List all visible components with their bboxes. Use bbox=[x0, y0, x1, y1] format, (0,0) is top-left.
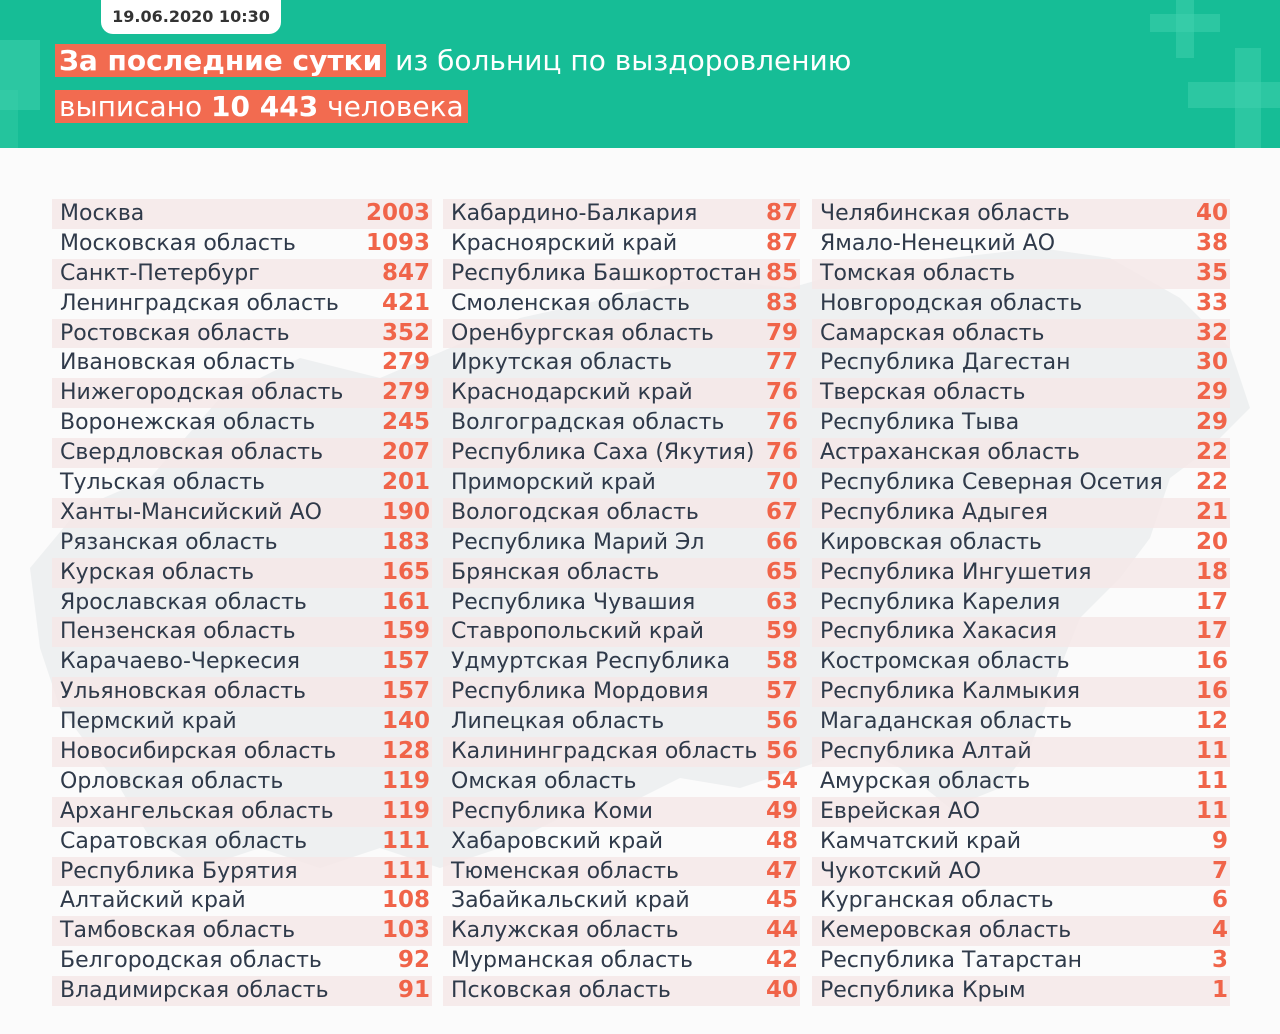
region-name: Алтайский край bbox=[60, 888, 246, 914]
region-value: 76 bbox=[765, 379, 798, 406]
region-name: Псковская область bbox=[451, 978, 671, 1004]
region-value: 32 bbox=[1195, 319, 1228, 346]
region-name: Воронежская область bbox=[60, 410, 316, 436]
headline-rest: из больниц по выздоровлению bbox=[386, 44, 852, 77]
region-name: Калужская область bbox=[451, 918, 679, 944]
region-row bbox=[812, 498, 1230, 528]
region-name: Тюменская область bbox=[451, 858, 680, 884]
region-name: Саратовская область bbox=[60, 828, 308, 854]
region-row bbox=[812, 916, 1230, 946]
region-name: Владимирская область bbox=[60, 978, 329, 1004]
region-row bbox=[443, 946, 800, 976]
region-row bbox=[52, 438, 432, 468]
region-row bbox=[443, 976, 800, 1006]
region-name: Смоленская область bbox=[451, 290, 690, 316]
region-value: 83 bbox=[765, 289, 798, 316]
region-name: Республика Бурятия bbox=[60, 858, 298, 884]
region-row bbox=[443, 319, 800, 349]
region-name: Санкт-Петербург bbox=[60, 260, 260, 286]
region-value: 140 bbox=[381, 708, 430, 735]
region-value: 58 bbox=[765, 648, 798, 675]
region-value: 40 bbox=[765, 977, 798, 1004]
region-value: 66 bbox=[765, 528, 798, 555]
region-name: Брянская область bbox=[451, 559, 660, 585]
region-row bbox=[52, 408, 432, 438]
region-row bbox=[52, 319, 432, 349]
region-name: Республика Чувашия bbox=[451, 589, 696, 615]
region-row bbox=[443, 259, 800, 289]
region-row bbox=[443, 647, 800, 677]
region-value: 22 bbox=[1195, 439, 1228, 466]
region-value: 21 bbox=[1195, 498, 1228, 525]
region-name: Чукотский АО bbox=[820, 858, 982, 884]
region-value: 16 bbox=[1195, 678, 1228, 705]
region-name: Тамбовская область bbox=[60, 918, 296, 944]
region-value: 1093 bbox=[365, 229, 430, 256]
region-row bbox=[443, 827, 800, 857]
header-banner bbox=[0, 0, 1280, 148]
region-name: Омская область bbox=[451, 768, 637, 794]
region-name: Ульяновская область bbox=[60, 679, 307, 705]
region-value: 91 bbox=[397, 977, 430, 1004]
region-value: 165 bbox=[381, 558, 430, 585]
region-name: Республика Коми bbox=[451, 798, 653, 824]
region-value: 119 bbox=[381, 767, 430, 794]
region-row bbox=[443, 528, 800, 558]
region-row bbox=[52, 857, 432, 887]
region-name: Ивановская область bbox=[60, 350, 296, 376]
region-name: Вологодская область bbox=[451, 499, 699, 525]
region-name: Республика Адыгея bbox=[820, 499, 1048, 525]
region-value: 161 bbox=[381, 588, 430, 615]
region-name: Курганская область bbox=[820, 888, 1054, 914]
region-value: 157 bbox=[381, 678, 430, 705]
region-name: Ямало-Ненецкий АО bbox=[820, 230, 1056, 256]
region-row bbox=[812, 767, 1230, 797]
region-row bbox=[812, 558, 1230, 588]
region-value: 45 bbox=[765, 887, 798, 914]
region-row bbox=[52, 797, 432, 827]
region-value: 40 bbox=[1195, 200, 1228, 226]
region-name: Рязанская область bbox=[60, 529, 278, 555]
region-row bbox=[52, 558, 432, 588]
region-name: Новгородская область bbox=[820, 290, 1083, 316]
region-value: 57 bbox=[765, 678, 798, 705]
region-row bbox=[443, 378, 800, 408]
region-name: Оренбургская область bbox=[451, 320, 714, 346]
region-value: 29 bbox=[1195, 409, 1228, 436]
region-name: Иркутская область bbox=[451, 350, 673, 376]
region-value: 421 bbox=[381, 289, 430, 316]
region-name: Республика Марий Эл bbox=[451, 529, 705, 555]
region-value: 128 bbox=[381, 738, 430, 765]
region-name: Липецкая область bbox=[451, 709, 665, 735]
region-column-1 bbox=[52, 199, 432, 1006]
region-name: Краснодарский край bbox=[451, 380, 693, 406]
region-value: 11 bbox=[1195, 767, 1228, 794]
region-row bbox=[52, 468, 432, 498]
region-row bbox=[52, 617, 432, 647]
region-value: 11 bbox=[1195, 738, 1228, 765]
region-name: Республика Башкортостан bbox=[451, 260, 762, 286]
region-row bbox=[443, 289, 800, 319]
region-name: Ростовская область bbox=[60, 320, 290, 346]
region-row bbox=[443, 707, 800, 737]
region-row bbox=[812, 617, 1230, 647]
region-value: 157 bbox=[381, 648, 430, 675]
region-value: 190 bbox=[381, 498, 430, 525]
region-row bbox=[52, 348, 432, 378]
region-value: 17 bbox=[1195, 588, 1228, 615]
region-value: 79 bbox=[765, 319, 798, 346]
region-row bbox=[812, 259, 1230, 289]
region-value: 159 bbox=[381, 618, 430, 645]
region-value: 207 bbox=[381, 439, 430, 466]
region-value: 56 bbox=[765, 708, 798, 735]
region-name: Пензенская область bbox=[60, 619, 296, 645]
region-value: 103 bbox=[381, 917, 430, 944]
date-label: 19.06.2020 10:30 bbox=[101, 0, 281, 34]
cross-decoration bbox=[1188, 82, 1280, 108]
cross-decoration bbox=[0, 90, 18, 148]
region-value: 352 bbox=[381, 319, 430, 346]
region-name: Ставропольский край bbox=[451, 619, 704, 645]
headline-count-box bbox=[55, 90, 468, 123]
region-row bbox=[443, 797, 800, 827]
region-value: 6 bbox=[1211, 887, 1228, 914]
region-value: 33 bbox=[1195, 289, 1228, 316]
region-value: 47 bbox=[765, 857, 798, 884]
region-value: 279 bbox=[381, 379, 430, 406]
region-value: 92 bbox=[397, 947, 430, 974]
region-value: 67 bbox=[765, 498, 798, 525]
headline-line-2 bbox=[55, 88, 468, 126]
region-name: Кемеровская область bbox=[820, 918, 1072, 944]
region-value: 12 bbox=[1195, 708, 1228, 735]
region-row bbox=[812, 857, 1230, 887]
region-value: 63 bbox=[765, 588, 798, 615]
region-name: Приморский край bbox=[451, 470, 656, 496]
region-row bbox=[52, 528, 432, 558]
region-name: Архангельская область bbox=[60, 798, 334, 824]
region-name: Еврейская АО bbox=[820, 798, 981, 824]
region-value: 30 bbox=[1195, 349, 1228, 376]
region-value: 108 bbox=[381, 887, 430, 914]
region-name: Удмуртская Республика bbox=[451, 649, 731, 675]
region-name: Республика Алтай bbox=[820, 739, 1032, 765]
region-value: 20 bbox=[1195, 528, 1228, 555]
region-row bbox=[443, 617, 800, 647]
region-value: 16 bbox=[1195, 648, 1228, 675]
region-row bbox=[812, 647, 1230, 677]
region-row bbox=[443, 677, 800, 707]
region-name: Ханты-Мансийский АО bbox=[60, 499, 322, 525]
region-value: 18 bbox=[1195, 558, 1228, 585]
region-value: 9 bbox=[1211, 827, 1228, 854]
region-row bbox=[443, 767, 800, 797]
headline-suffix: человека bbox=[318, 90, 464, 123]
region-row bbox=[52, 588, 432, 618]
region-name: Кировская область bbox=[820, 529, 1042, 555]
region-row bbox=[812, 528, 1230, 558]
region-name: Республика Крым bbox=[820, 978, 1026, 1004]
region-name: Красноярский край bbox=[451, 230, 678, 256]
region-row bbox=[812, 588, 1230, 618]
region-value: 17 bbox=[1195, 618, 1228, 645]
region-value: 65 bbox=[765, 558, 798, 585]
region-value: 29 bbox=[1195, 379, 1228, 406]
region-name: Забайкальский край bbox=[451, 888, 690, 914]
region-value: 201 bbox=[381, 469, 430, 496]
region-row bbox=[52, 886, 432, 916]
region-row bbox=[443, 886, 800, 916]
region-value: 48 bbox=[765, 827, 798, 854]
region-name: Пермский край bbox=[60, 709, 237, 735]
region-value: 4 bbox=[1211, 917, 1228, 944]
region-value: 847 bbox=[381, 259, 430, 286]
region-name: Карачаево-Черкесия bbox=[60, 649, 300, 675]
region-row bbox=[443, 737, 800, 767]
headline-count: 10 443 bbox=[211, 90, 319, 123]
region-row bbox=[812, 199, 1230, 229]
region-row bbox=[443, 199, 800, 229]
region-row bbox=[443, 498, 800, 528]
region-row bbox=[52, 498, 432, 528]
region-column-3 bbox=[812, 199, 1230, 1006]
region-name: Республика Тыва bbox=[820, 410, 1020, 436]
region-row bbox=[812, 468, 1230, 498]
region-value: 77 bbox=[765, 349, 798, 376]
region-name: Ленинградская область bbox=[60, 290, 339, 316]
region-name: Кабардино-Балкария bbox=[451, 201, 698, 226]
region-name: Волгоградская область bbox=[451, 410, 725, 436]
region-name: Самарская область bbox=[820, 320, 1045, 346]
region-row bbox=[52, 378, 432, 408]
region-row bbox=[52, 827, 432, 857]
region-name: Свердловская область bbox=[60, 440, 324, 466]
region-row bbox=[52, 916, 432, 946]
region-name: Калининградская область bbox=[451, 739, 758, 765]
region-row bbox=[812, 438, 1230, 468]
region-name: Республика Мордовия bbox=[451, 679, 709, 705]
region-value: 85 bbox=[765, 259, 798, 286]
region-row bbox=[812, 707, 1230, 737]
region-row bbox=[443, 558, 800, 588]
region-name: Хабаровский край bbox=[451, 828, 663, 854]
region-value: 2003 bbox=[365, 200, 430, 226]
headline-line-1 bbox=[55, 42, 851, 80]
region-row bbox=[443, 468, 800, 498]
region-row bbox=[52, 259, 432, 289]
region-row bbox=[812, 737, 1230, 767]
region-row bbox=[812, 229, 1230, 259]
region-row bbox=[52, 289, 432, 319]
region-row bbox=[52, 946, 432, 976]
region-value: 87 bbox=[765, 229, 798, 256]
region-name: Московская область bbox=[60, 230, 296, 256]
region-row bbox=[443, 229, 800, 259]
region-row bbox=[52, 737, 432, 767]
region-row bbox=[443, 588, 800, 618]
region-name: Республика Карелия bbox=[820, 589, 1061, 615]
region-name: Ярославская область bbox=[60, 589, 307, 615]
region-value: 42 bbox=[765, 947, 798, 974]
region-name: Белгородская область bbox=[60, 948, 322, 974]
region-name: Республика Северная Осетия bbox=[820, 470, 1163, 496]
region-row bbox=[812, 797, 1230, 827]
region-name: Амурская область bbox=[820, 768, 1031, 794]
region-value: 22 bbox=[1195, 469, 1228, 496]
region-value: 70 bbox=[765, 469, 798, 496]
headline-highlight: За последние сутки bbox=[55, 44, 386, 77]
region-row bbox=[812, 976, 1230, 1006]
region-row bbox=[52, 677, 432, 707]
region-name: Магаданская область bbox=[820, 709, 1073, 735]
region-row bbox=[812, 946, 1230, 976]
region-name: Республика Саха (Якутия) bbox=[451, 440, 755, 466]
region-row bbox=[812, 827, 1230, 857]
region-row bbox=[812, 886, 1230, 916]
region-row bbox=[443, 348, 800, 378]
region-value: 56 bbox=[765, 738, 798, 765]
region-value: 119 bbox=[381, 797, 430, 824]
region-name: Новосибирская область bbox=[60, 739, 337, 765]
region-value: 35 bbox=[1195, 259, 1228, 286]
region-value: 76 bbox=[765, 439, 798, 466]
region-value: 44 bbox=[765, 917, 798, 944]
region-row bbox=[52, 647, 432, 677]
region-value: 11 bbox=[1195, 797, 1228, 824]
region-row bbox=[812, 289, 1230, 319]
region-name: Республика Хакасия bbox=[820, 619, 1057, 645]
region-row bbox=[443, 857, 800, 887]
region-name: Томская область bbox=[820, 260, 1016, 286]
region-name: Республика Ингушетия bbox=[820, 559, 1092, 585]
region-row bbox=[52, 199, 432, 229]
region-value: 111 bbox=[381, 857, 430, 884]
region-column-2 bbox=[443, 199, 800, 1006]
region-value: 59 bbox=[765, 618, 798, 645]
region-value: 7 bbox=[1211, 857, 1228, 884]
region-name: Курская область bbox=[60, 559, 255, 585]
region-name: Челябинская область bbox=[820, 201, 1070, 226]
region-value: 279 bbox=[381, 349, 430, 376]
headline-prefix: выписано bbox=[59, 90, 212, 123]
region-name: Камчатский край bbox=[820, 828, 1021, 854]
region-value: 87 bbox=[765, 200, 798, 226]
region-row bbox=[812, 348, 1230, 378]
region-name: Костромская область bbox=[820, 649, 1070, 675]
region-name: Орловская область bbox=[60, 768, 284, 794]
region-name: Республика Татарстан bbox=[820, 948, 1082, 974]
region-value: 1 bbox=[1211, 977, 1228, 1004]
region-row bbox=[812, 677, 1230, 707]
region-row bbox=[52, 229, 432, 259]
region-value: 76 bbox=[765, 409, 798, 436]
region-value: 111 bbox=[381, 827, 430, 854]
region-value: 3 bbox=[1211, 947, 1228, 974]
region-value: 38 bbox=[1195, 229, 1228, 256]
region-name: Астраханская область bbox=[820, 440, 1080, 466]
region-name: Москва bbox=[60, 201, 145, 226]
region-value: 245 bbox=[381, 409, 430, 436]
cross-decoration bbox=[1150, 14, 1220, 32]
region-name: Тульская область bbox=[60, 470, 266, 496]
region-value: 54 bbox=[765, 767, 798, 794]
region-value: 183 bbox=[381, 528, 430, 555]
region-row bbox=[52, 976, 432, 1006]
region-row bbox=[812, 378, 1230, 408]
region-name: Тверская область bbox=[820, 380, 1026, 406]
region-name: Республика Калмыкия bbox=[820, 679, 1080, 705]
region-row bbox=[812, 319, 1230, 349]
region-row bbox=[52, 767, 432, 797]
region-row bbox=[443, 916, 800, 946]
region-name: Республика Дагестан bbox=[820, 350, 1071, 376]
region-name: Нижегородская область bbox=[60, 380, 344, 406]
region-row bbox=[443, 408, 800, 438]
region-name: Мурманская область bbox=[451, 948, 693, 974]
region-row bbox=[52, 707, 432, 737]
region-row bbox=[812, 408, 1230, 438]
region-row bbox=[443, 438, 800, 468]
region-value: 49 bbox=[765, 797, 798, 824]
